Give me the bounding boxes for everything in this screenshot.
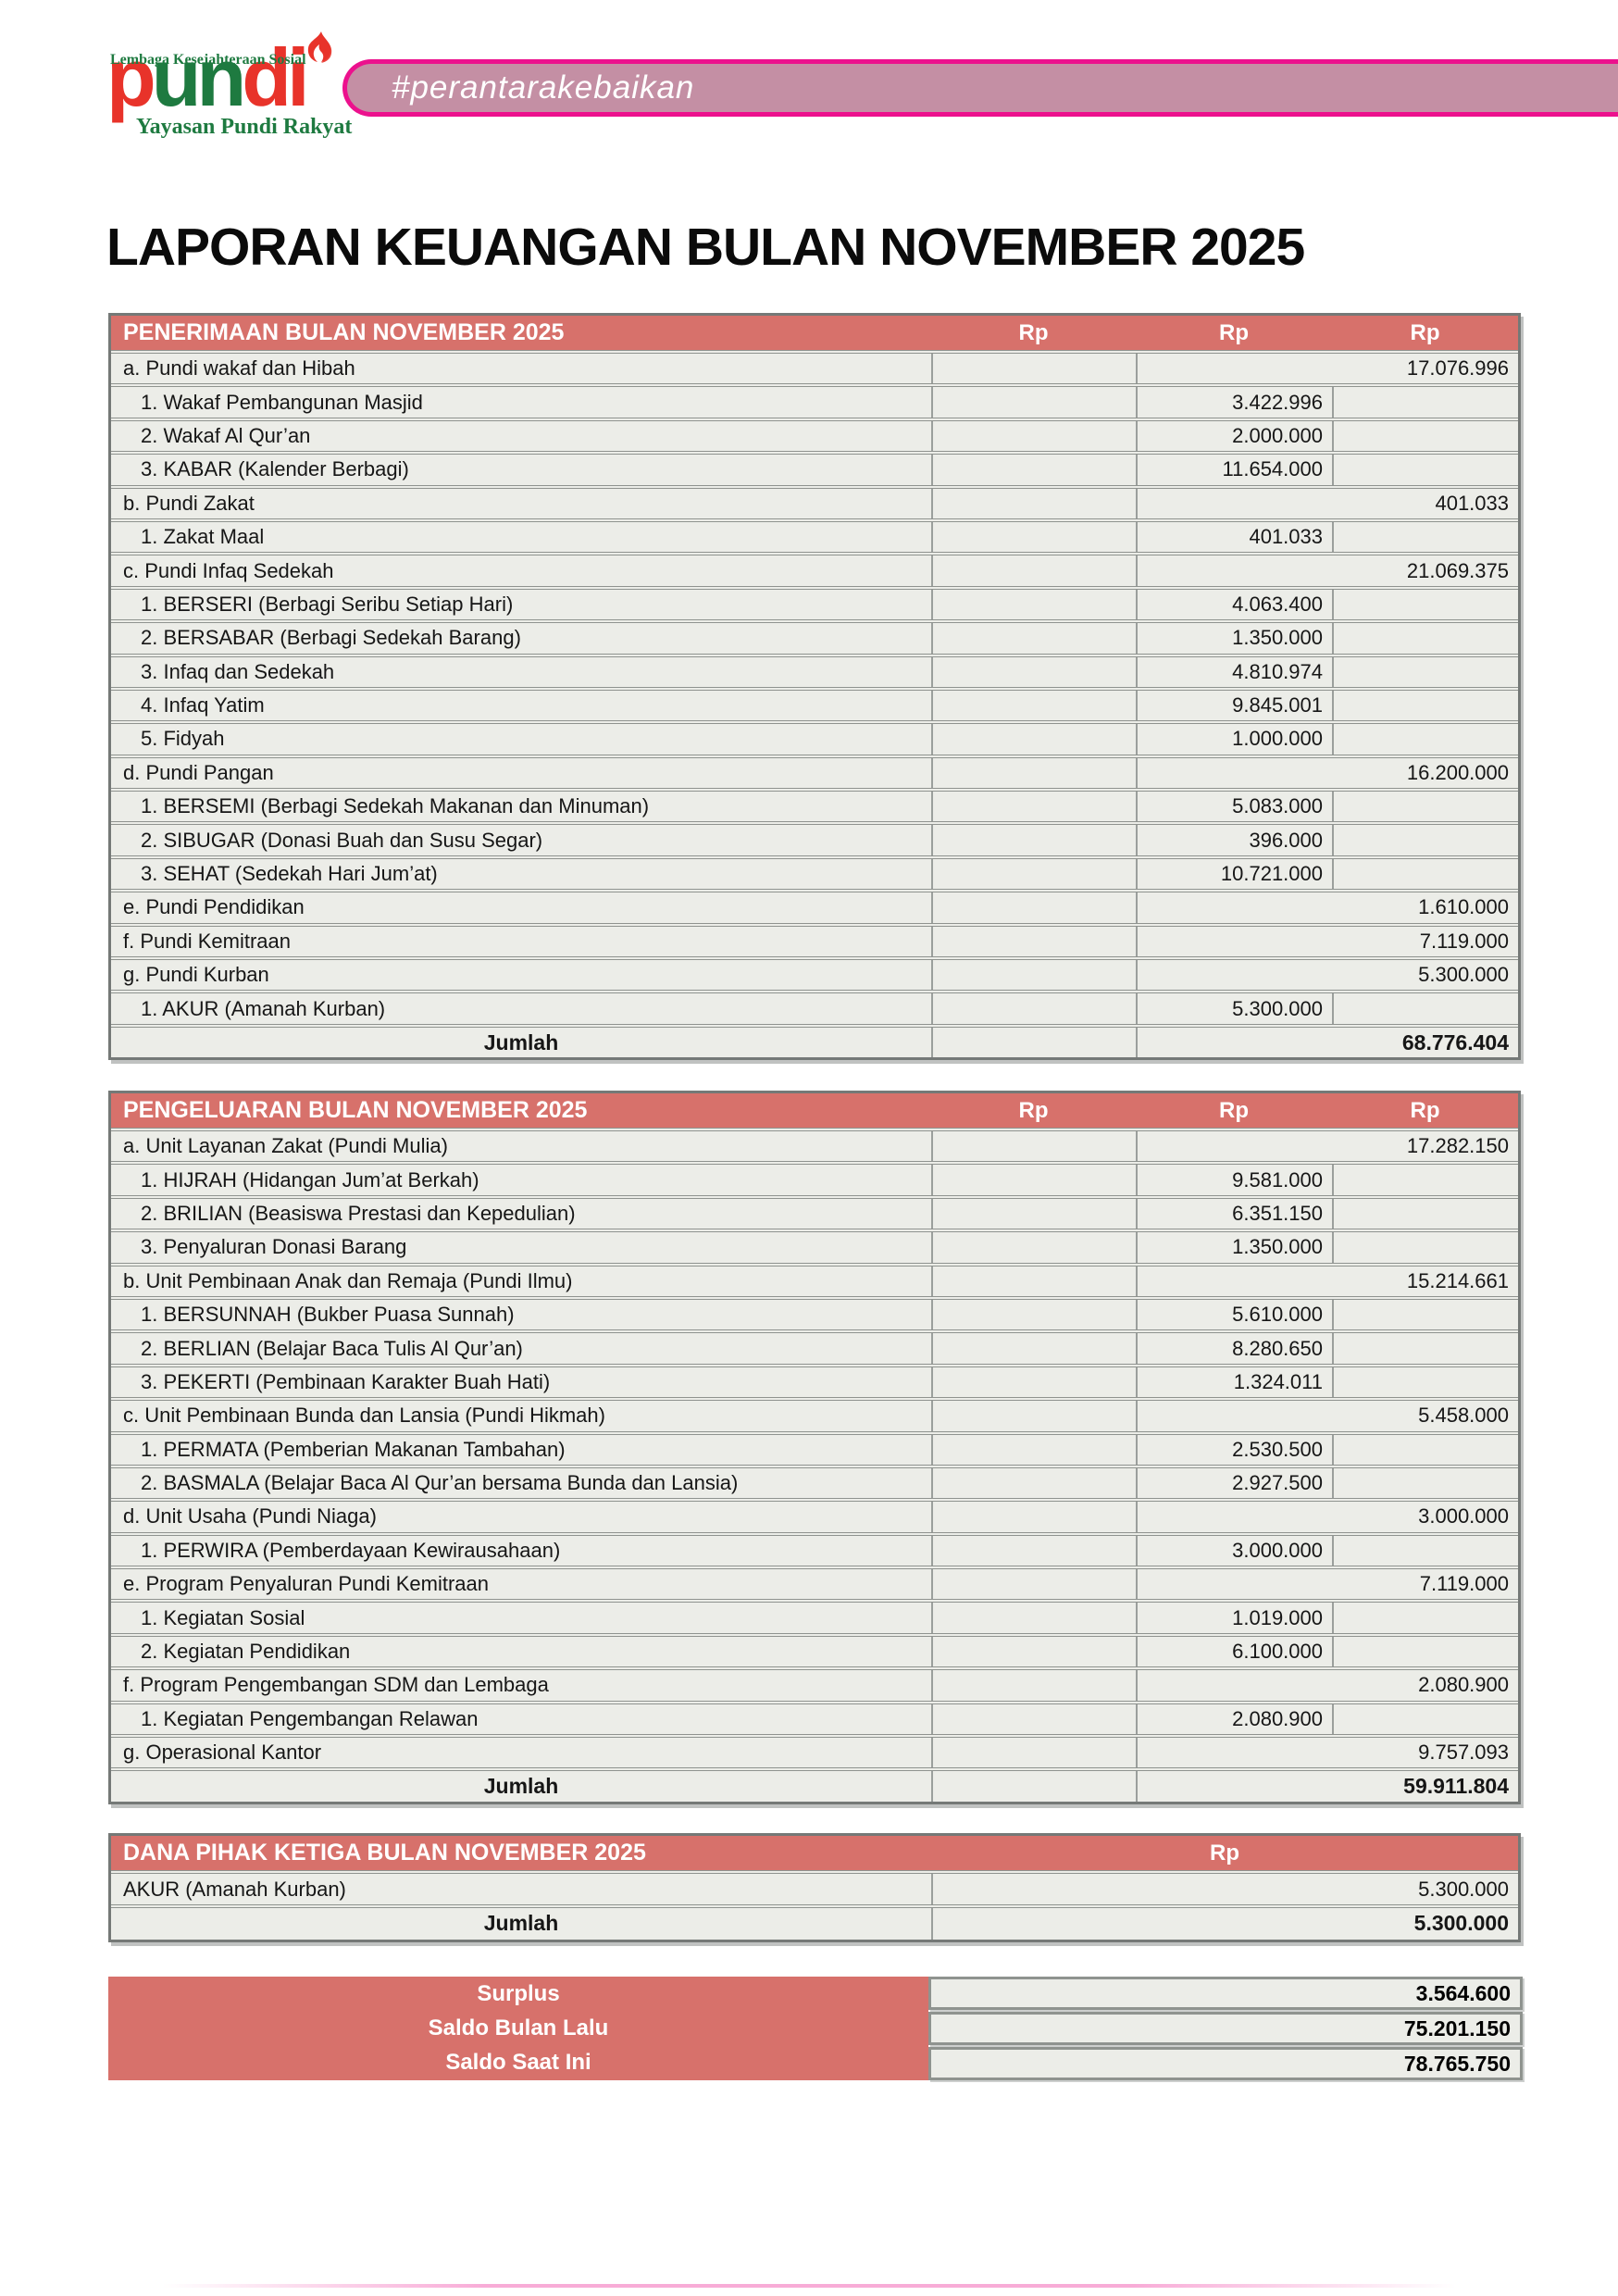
empty-cell (931, 1232, 1136, 1262)
row-label: 2. BERSABAR (Berbagi Sedekah Barang) (141, 626, 521, 650)
total-value: 59.911.804 (1136, 1771, 1518, 1801)
empty-cell (931, 1603, 1136, 1632)
category-total-value: 7.119.000 (1136, 927, 1518, 956)
table-row (111, 654, 1518, 687)
organization-name: Yayasan Pundi Rakyat (136, 115, 353, 139)
logo-tagline: Lembaga Kesejahteraan Sosial (110, 52, 306, 68)
empty-cell (931, 657, 1136, 687)
currency-column-header: Rp (1219, 319, 1249, 345)
empty-cell (1332, 1704, 1518, 1734)
table-row (111, 889, 1518, 922)
row-label: 1. Zakat Maal (141, 525, 265, 549)
empty-cell (1332, 455, 1518, 484)
empty-cell (931, 1165, 1136, 1194)
logo-wordmark (106, 31, 305, 123)
empty-cell (931, 960, 1136, 990)
table-row (111, 1701, 1518, 1734)
empty-cell (931, 455, 1136, 484)
empty-cell (931, 1468, 1136, 1498)
empty-cell (1332, 1165, 1518, 1194)
empty-cell (1332, 1232, 1518, 1262)
summary-values (928, 1977, 1523, 2080)
row-value: 5.300.000 (931, 1874, 1518, 1904)
row-label: c. Unit Pembinaan Bunda dan Lansia (Pundi Hikmah) (123, 1404, 605, 1428)
table-row (111, 788, 1518, 821)
item-value: 396.000 (1136, 825, 1332, 855)
hashtag-banner (342, 59, 1618, 117)
row-label: c. Pundi Infaq Sedekah (123, 558, 334, 582)
table-row (111, 383, 1518, 417)
footer-accent-line (162, 2284, 1456, 2288)
empty-cell (931, 1536, 1136, 1566)
empty-cell (1332, 1603, 1518, 1632)
row-label: 1. AKUR (Amanah Kurban) (141, 996, 386, 1020)
item-value: 1.000.000 (1136, 724, 1332, 754)
row-label: 2. BRILIAN (Beasiswa Prestasi dan Kepedulian) (141, 1201, 576, 1225)
table-row (111, 1633, 1518, 1666)
empty-cell (931, 993, 1136, 1023)
item-value: 8.280.650 (1136, 1333, 1332, 1363)
logo-letter: n (196, 31, 243, 123)
table-row (111, 586, 1518, 619)
empty-cell (1332, 1199, 1518, 1229)
row-label: d. Unit Usaha (Pundi Niaga) (123, 1504, 377, 1529)
table-row (111, 1599, 1518, 1632)
empty-cell (931, 1670, 1136, 1700)
category-total-value: 17.076.996 (1136, 354, 1518, 383)
row-label: a. Pundi wakaf dan Hibah (123, 356, 355, 381)
row-label: 3. Penyaluran Donasi Barang (141, 1235, 407, 1259)
item-value: 9.845.001 (1136, 691, 1332, 720)
empty-cell (931, 623, 1136, 653)
table-title: DANA PIHAK KETIGA BULAN NOVEMBER 2025 (123, 1840, 646, 1866)
table-row (111, 990, 1518, 1023)
table-row (111, 1195, 1518, 1229)
table-row (111, 1263, 1518, 1296)
empty-cell (1332, 1536, 1518, 1566)
table-row (111, 1364, 1518, 1397)
table-row (111, 1128, 1518, 1161)
empty-cell (931, 1401, 1136, 1430)
empty-cell (1332, 691, 1518, 720)
row-label: AKUR (Amanah Kurban) (123, 1877, 346, 1901)
category-total-value: 7.119.000 (1136, 1569, 1518, 1599)
category-total-value: 2.080.900 (1136, 1670, 1518, 1700)
empty-cell (931, 1704, 1136, 1734)
summary-block (108, 1977, 1523, 2080)
row-label: 1. BERSEMI (Berbagi Sedekah Makanan dan Minuman) (141, 794, 650, 818)
row-label: 1. BERSUNNAH (Bukber Puasa Sunnah) (141, 1303, 515, 1327)
currency-column-header: Rp (1210, 1840, 1239, 1866)
table-title: PENERIMAAN BULAN NOVEMBER 2025 (123, 319, 565, 345)
empty-cell (1332, 724, 1518, 754)
item-value: 3.000.000 (1136, 1536, 1332, 1566)
empty-cell (1332, 522, 1518, 552)
row-label: a. Unit Layanan Zakat (Pundi Mulia) (123, 1134, 448, 1158)
item-value: 11.654.000 (1136, 455, 1332, 484)
currency-column-header: Rp (1018, 319, 1049, 345)
row-label: 1. Wakaf Pembangunan Masjid (141, 390, 423, 414)
row-label: g. Pundi Kurban (123, 963, 269, 987)
table-row (111, 1296, 1518, 1329)
row-label: f. Pundi Kemitraan (123, 929, 291, 953)
table-header (111, 1836, 1518, 1870)
empty-cell (931, 859, 1136, 889)
row-label: 1. Kegiatan Pengembangan Relawan (141, 1706, 479, 1730)
empty-cell (1332, 1468, 1518, 1498)
table-row (111, 518, 1518, 552)
empty-cell (1332, 1300, 1518, 1329)
table-title: PENGELUARAN BULAN NOVEMBER 2025 (123, 1097, 588, 1123)
table-row (111, 720, 1518, 754)
category-total-value: 9.757.093 (1136, 1738, 1518, 1767)
category-total-value: 1.610.000 (1136, 892, 1518, 922)
logo-letter: i (287, 31, 305, 123)
table-row (111, 485, 1518, 518)
pengeluaran-table (108, 1091, 1521, 1804)
total-label: Jumlah (483, 1774, 559, 1799)
table-row (111, 687, 1518, 720)
organization-logo (105, 30, 355, 145)
row-label: e. Program Penyaluran Pundi Kemitraan (123, 1572, 489, 1596)
table-row (111, 552, 1518, 585)
empty-cell (1332, 1367, 1518, 1397)
empty-cell (931, 1771, 1136, 1801)
penerimaan-table (108, 313, 1521, 1060)
empty-cell (931, 1199, 1136, 1229)
table-row (111, 451, 1518, 484)
item-value: 1.019.000 (1136, 1603, 1332, 1632)
row-label: 1. HIJRAH (Hidangan Jum’at Berkah) (141, 1167, 479, 1192)
table-row (111, 956, 1518, 990)
table-row (111, 1870, 1518, 1904)
empty-cell (931, 489, 1136, 518)
table-row (111, 1431, 1518, 1465)
row-label: 3. SEHAT (Sedekah Hari Jum’at) (141, 862, 438, 886)
item-value: 5.610.000 (1136, 1300, 1332, 1329)
hashtag-text: #perantarakebaikan (392, 69, 695, 106)
table-total-row (111, 1024, 1518, 1057)
item-value: 6.100.000 (1136, 1637, 1332, 1666)
empty-cell (1332, 421, 1518, 451)
category-total-value: 5.300.000 (1136, 960, 1518, 990)
empty-cell (931, 724, 1136, 754)
empty-cell (931, 555, 1136, 585)
logo-letter: d (242, 31, 288, 123)
table-header (111, 316, 1518, 350)
item-value: 2.927.500 (1136, 1468, 1332, 1498)
empty-cell (931, 1267, 1136, 1296)
empty-cell (931, 825, 1136, 855)
summary-label: Saldo Bulan Lalu (428, 2015, 609, 2040)
item-value: 5.083.000 (1136, 792, 1332, 821)
table-row (111, 923, 1518, 956)
row-label: 2. SIBUGAR (Donasi Buah dan Susu Segar) (141, 828, 543, 852)
item-value: 3.422.996 (1136, 387, 1332, 417)
item-value: 1.350.000 (1136, 1232, 1332, 1262)
row-label: 1. BERSERI (Berbagi Seribu Setiap Hari) (141, 592, 514, 616)
summary-label: Surplus (477, 1980, 560, 2006)
row-label: 3. Infaq dan Sedekah (141, 659, 335, 683)
table-row (111, 1498, 1518, 1531)
summary-labels (108, 1977, 928, 2080)
table-row (111, 1161, 1518, 1194)
item-value: 401.033 (1136, 522, 1332, 552)
table-row (111, 755, 1518, 788)
empty-cell (1332, 623, 1518, 653)
row-label: 1. Kegiatan Sosial (141, 1605, 305, 1629)
item-value: 1.324.011 (1136, 1367, 1332, 1397)
empty-cell (931, 1569, 1136, 1599)
table-row (111, 1734, 1518, 1767)
row-label: 2. Kegiatan Pendidikan (141, 1640, 351, 1664)
empty-cell (931, 421, 1136, 451)
empty-cell (931, 1333, 1136, 1363)
empty-cell (1332, 1637, 1518, 1666)
empty-cell (1332, 859, 1518, 889)
table-row (111, 418, 1518, 451)
empty-cell (931, 354, 1136, 383)
row-label: 3. KABAR (Kalender Berbagi) (141, 457, 409, 481)
row-label: b. Unit Pembinaan Anak dan Remaja (Pundi Ilmu) (123, 1268, 573, 1292)
empty-cell (1332, 993, 1518, 1023)
row-label: f. Program Pengembangan SDM dan Lembaga (123, 1673, 549, 1697)
item-value: 6.351.150 (1136, 1199, 1332, 1229)
empty-cell (931, 387, 1136, 417)
total-label: Jumlah (483, 1911, 559, 1936)
row-label: 5. Fidyah (141, 727, 225, 751)
summary-value: 75.201.150 (928, 2012, 1523, 2045)
empty-cell (931, 1131, 1136, 1161)
empty-cell (931, 927, 1136, 956)
table-total-row (111, 1767, 1518, 1801)
table-total-row (111, 1904, 1518, 1939)
empty-cell (931, 758, 1136, 788)
empty-cell (931, 522, 1136, 552)
empty-cell (931, 1028, 1136, 1057)
empty-cell (931, 590, 1136, 619)
empty-cell (931, 691, 1136, 720)
item-value: 5.300.000 (1136, 993, 1332, 1023)
row-label: 2. BERLIAN (Belajar Baca Tulis Al Qur’an) (141, 1336, 523, 1360)
table-row (111, 821, 1518, 855)
empty-cell (1332, 387, 1518, 417)
empty-cell (931, 1738, 1136, 1767)
table-row (111, 1666, 1518, 1700)
category-total-value: 401.033 (1136, 489, 1518, 518)
summary-value: 3.564.600 (928, 1977, 1523, 2010)
currency-column-header: Rp (1410, 1097, 1440, 1123)
table-row (111, 1229, 1518, 1262)
summary-value: 78.765.750 (928, 2047, 1523, 2080)
empty-cell (931, 892, 1136, 922)
row-label: 2. Wakaf Al Qur’an (141, 423, 311, 447)
logo-letter: u (151, 31, 197, 123)
row-label: g. Operasional Kantor (123, 1741, 322, 1765)
empty-cell (1332, 1435, 1518, 1465)
empty-cell (931, 1300, 1136, 1329)
total-value: 5.300.000 (931, 1908, 1518, 1939)
category-total-value: 21.069.375 (1136, 555, 1518, 585)
category-total-value: 16.200.000 (1136, 758, 1518, 788)
total-value: 68.776.404 (1136, 1028, 1518, 1057)
item-value: 4.810.974 (1136, 657, 1332, 687)
item-value: 10.721.000 (1136, 859, 1332, 889)
table-header (111, 1093, 1518, 1128)
empty-cell (931, 1502, 1136, 1531)
total-label: Jumlah (483, 1029, 559, 1054)
category-total-value: 17.282.150 (1136, 1131, 1518, 1161)
table-row (111, 619, 1518, 653)
category-total-value: 5.458.000 (1136, 1401, 1518, 1430)
row-label: e. Pundi Pendidikan (123, 895, 305, 919)
empty-cell (1332, 792, 1518, 821)
category-total-value: 3.000.000 (1136, 1502, 1518, 1531)
table-row (111, 350, 1518, 383)
empty-cell (931, 1367, 1136, 1397)
table-row (111, 1397, 1518, 1430)
empty-cell (1332, 657, 1518, 687)
summary-label: Saldo Saat Ini (445, 2050, 591, 2076)
row-label: 3. PEKERTI (Pembinaan Karakter Buah Hati) (141, 1369, 551, 1393)
table-row (111, 1465, 1518, 1498)
empty-cell (1332, 825, 1518, 855)
category-total-value: 15.214.661 (1136, 1267, 1518, 1296)
empty-cell (931, 1637, 1136, 1666)
currency-column-header: Rp (1219, 1097, 1249, 1123)
currency-column-header: Rp (1410, 319, 1440, 345)
item-value: 2.080.900 (1136, 1704, 1332, 1734)
dana-pihak-ketiga-table (108, 1833, 1521, 1942)
item-value: 2.530.500 (1136, 1435, 1332, 1465)
empty-cell (931, 1435, 1136, 1465)
table-row (111, 855, 1518, 889)
row-label: 4. Infaq Yatim (141, 693, 265, 718)
item-value: 4.063.400 (1136, 590, 1332, 619)
logo-letter: p (106, 31, 152, 123)
row-label: 1. PERWIRA (Pemberdayaan Kewirausahaan) (141, 1538, 561, 1562)
page-title: LAPORAN KEUANGAN BULAN NOVEMBER 2025 (106, 218, 1305, 277)
flame-icon (306, 31, 332, 72)
empty-cell (1332, 590, 1518, 619)
table-row (111, 1532, 1518, 1566)
row-label: b. Pundi Zakat (123, 491, 255, 515)
table-row (111, 1329, 1518, 1363)
row-label: 2. BASMALA (Belajar Baca Al Qur’an bersama Bunda dan Lansia) (141, 1471, 739, 1495)
row-label: d. Pundi Pangan (123, 760, 274, 784)
item-value: 9.581.000 (1136, 1165, 1332, 1194)
empty-cell (1332, 1333, 1518, 1363)
empty-cell (931, 792, 1136, 821)
row-label: 1. PERMATA (Pemberian Makanan Tambahan) (141, 1437, 566, 1461)
item-value: 2.000.000 (1136, 421, 1332, 451)
item-value: 1.350.000 (1136, 623, 1332, 653)
table-row (111, 1566, 1518, 1599)
currency-column-header: Rp (1018, 1097, 1049, 1123)
